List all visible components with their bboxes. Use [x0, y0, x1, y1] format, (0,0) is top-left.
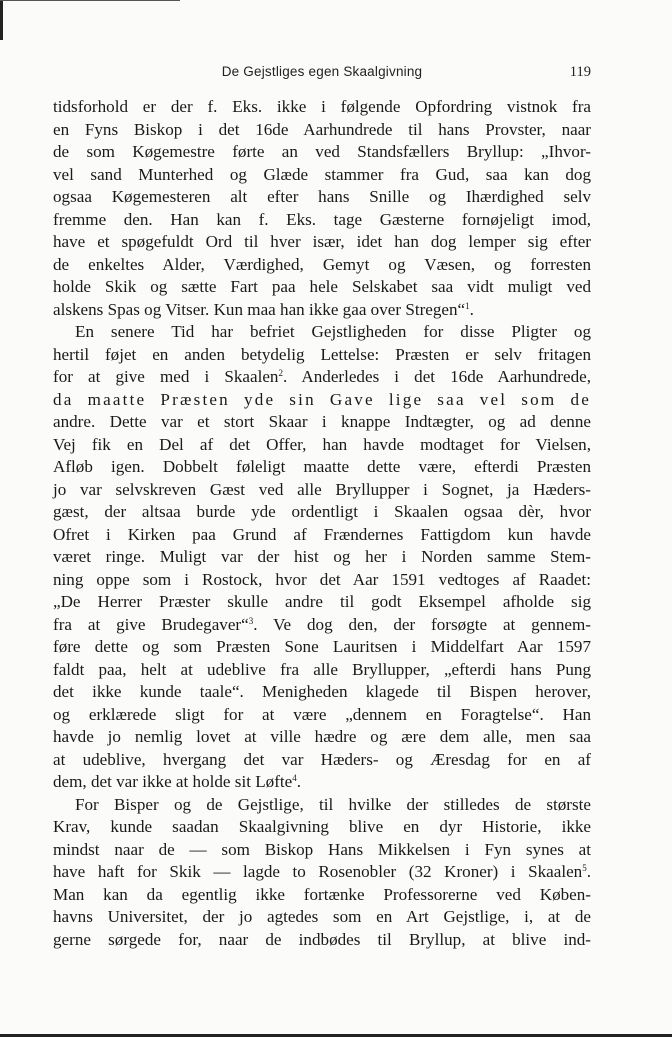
text-line	[53, 659, 591, 682]
text-line-content: ogsaa Køgemesteren alt efter hans Snille og Ihærdighed selv	[53, 187, 591, 206]
text-line-content: For Bisper og de Gejstlige, til hvilke der stilledes de største	[75, 794, 591, 814]
footnote-marker: 3	[248, 615, 254, 626]
page-number: 119	[569, 64, 591, 80]
text-line	[53, 456, 591, 479]
text-line-content: andre. Dette var et stort Skaar i knappe Indtægter, og ad denne	[53, 412, 591, 431]
text-line	[53, 591, 591, 614]
text-line	[53, 96, 591, 119]
text-line-content: de som Køgemestre førte an ved Standsfællers Bryllup: „Ihvor-	[53, 142, 591, 161]
text-line-content: for at give med i Skaalen	[53, 367, 279, 386]
text-line-content: En senere Tid har befriet Gejstligheden for disse Pligter og	[75, 322, 591, 341]
text-line-content: vel sand Munterhed og Glæde stammer fra Gud, saa kan dog	[53, 164, 591, 184]
text-line	[53, 681, 591, 704]
text-line	[53, 771, 591, 794]
text-line	[53, 546, 591, 569]
text-line-tail: .	[586, 862, 591, 881]
text-line	[53, 344, 591, 367]
text-line-content: Man kan da egentlig ikke fortænke Professorerne ved Køben-	[53, 884, 591, 904]
text-line-content: været ringe. Muligt var der hist og her i Norden samme Stem-	[53, 547, 591, 566]
text-line-tail: . Anderledes i det 16de Aarhundrede,	[282, 367, 591, 386]
text-line-content: fra at give Brudegaver“	[53, 614, 249, 634]
text-line-content: have et spøgefuldt Ord til hver især, idet han dog lemper sig efter	[53, 232, 591, 251]
text-line	[53, 411, 591, 434]
text-line-tail: .	[296, 772, 302, 791]
scan-edge-left	[0, 0, 3, 40]
text-line	[53, 299, 591, 322]
text-line-content: gerne sørgede for, naar de indbødes til Bryllup, at blive ind-	[53, 929, 591, 949]
text-line	[53, 186, 591, 209]
text-line	[53, 119, 591, 142]
text-line-content: at udeblive, hvergang det var Hæders- og Æresdag for en af	[53, 749, 591, 769]
text-line-content: en Fyns Biskop i det 16de Aarhundrede til hans Provster, naar	[53, 119, 591, 139]
text-line-content: hertil føjet en anden betydelig Lettelse: Præsten er selv fritagen	[53, 344, 591, 364]
text-line-content: tidsforhold er der f. Eks. ikke i følgende Opfordring vistnok fra	[53, 97, 591, 116]
text-line-content: faldt paa, helt at udeblive fra alle Bryllupper, „efterdi hans Pung	[53, 659, 591, 679]
text-line-content: havde jo nemlig lovet at ville hædre og ære dem alle, men saa	[53, 727, 591, 746]
text-line	[53, 209, 591, 232]
text-line	[53, 366, 591, 389]
text-line	[53, 839, 591, 862]
footnote-marker: 2	[278, 368, 283, 378]
text-line-content: dem, det var ikke at holde sit Løfte	[53, 772, 293, 791]
text-line	[53, 929, 591, 952]
text-line	[53, 749, 591, 772]
text-line	[53, 164, 591, 187]
text-line	[53, 524, 591, 547]
text-line	[53, 321, 591, 344]
text-line-content: føre dette og som Præsten Sone Lauritsen i Middelfart Aar 1597	[53, 637, 591, 656]
text-line-content: det ikke kunde taale“. Menigheden klagede til Bispen herover,	[53, 682, 591, 701]
text-line	[53, 614, 591, 637]
text-line-tail: .	[469, 299, 474, 319]
text-line-tail: . Ve dog den, der forsøgte at gennem-	[253, 614, 591, 634]
footnote-marker: 5	[582, 863, 587, 873]
text-line	[53, 389, 591, 412]
text-line	[53, 726, 591, 749]
text-line-content: de enkeltes Alder, Værdighed, Gemyt og Væsen, og forresten	[53, 254, 591, 274]
text-line	[53, 861, 591, 884]
text-line-content: Afløb igen. Dobbelt føleligt maatte dette være, efterdi Præsten	[53, 457, 591, 476]
text-line	[53, 501, 591, 524]
text-line-content: fremme den. Han kan f. Eks. tage Gæsterne fornøjeligt imod,	[53, 209, 591, 229]
text-line	[53, 479, 591, 502]
text-line	[53, 636, 591, 659]
text-line	[53, 276, 591, 299]
text-line-content: havns Universitet, der jo agtedes som en Art Gejstlige, i, at de	[53, 907, 591, 926]
text-line	[53, 569, 591, 592]
text-line-content: holde Skik og sætte Fart paa hele Selskabet saa vidt muligt ved	[53, 277, 591, 296]
text-line-content: Vej fik en Del af det Offer, han havde modtaget for Vielsen,	[53, 434, 591, 454]
text-line-content: ning oppe som i Rostock, hvor det Aar 1591 vedtoges af Raadet:	[53, 569, 591, 589]
text-line-content: have haft for Skik — lagde to Rosenobler (32 Kroner) i Skaalen	[53, 862, 583, 881]
text-line	[53, 794, 591, 817]
footnote-marker: 4	[292, 773, 297, 783]
body-text	[53, 96, 591, 951]
text-line	[53, 434, 591, 457]
text-line	[53, 816, 591, 839]
text-line-content: „De Herrer Præster skulle andre til godt Eksempel afholde sig	[53, 592, 591, 611]
text-line-content: da maatte Præsten yde sin Gave lige saa vel som de	[53, 389, 591, 409]
scan-edge-top	[0, 0, 180, 1]
text-line-content: Ofret i Kirken paa Grund af Frændernes Fattigdom kun havde	[53, 524, 591, 544]
text-line	[53, 906, 591, 929]
text-line-content: Krav, kunde saadan Skaalgivning blive en dyr Historie, ikke	[53, 817, 591, 836]
text-line	[53, 141, 591, 164]
text-line	[53, 704, 591, 727]
page-header	[53, 64, 591, 84]
running-head: De Gejstliges egen Skaalgivning	[221, 64, 423, 79]
text-line-content: mindst naar de — som Biskop Hans Mikkelsen i Fyn synes at	[53, 839, 591, 859]
text-line-content: gæst, der altsaa burde yde ordentligt i Skaalen ogsaa dèr, hvor	[53, 502, 591, 521]
text-line-content: og erklærede sligt for at være „dennem en Foragtelse“. Han	[53, 704, 591, 724]
footnote-marker: 1	[465, 300, 470, 311]
text-line-content: jo var selvskreven Gæst ved alle Bryllupper i Sognet, ja Hæders-	[53, 479, 591, 499]
text-line	[53, 231, 591, 254]
text-line-content: alskens Spas og Vitser. Kun maa han ikke gaa over Stregen“	[53, 299, 466, 319]
text-line	[53, 254, 591, 277]
text-line	[53, 884, 591, 907]
